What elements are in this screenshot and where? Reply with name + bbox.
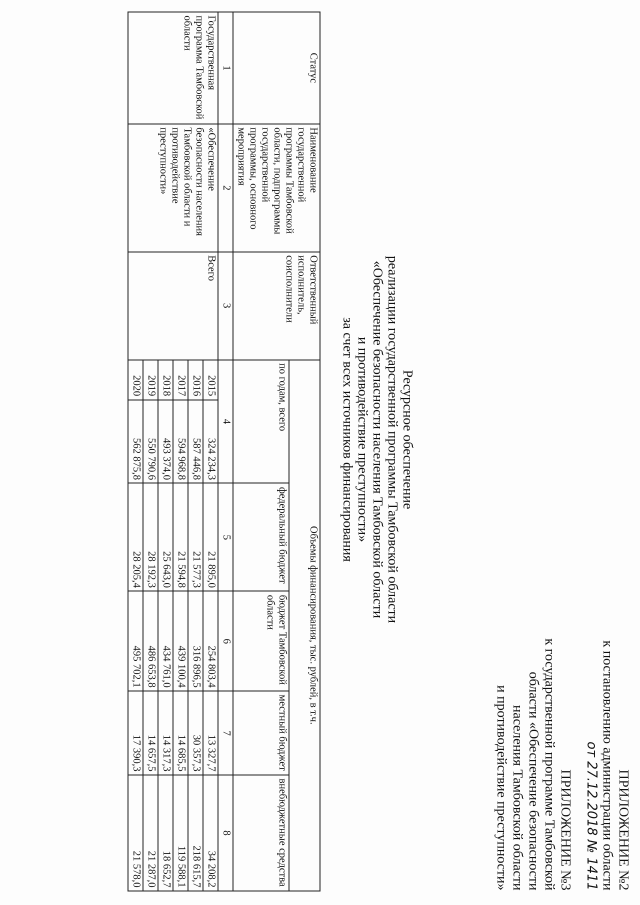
title-line: Ресурсное обеспечение — [399, 369, 415, 510]
offbudget-cell: 21 287,0 — [143, 775, 158, 891]
appendix-2-line: к постановлению администрации области — [599, 640, 615, 891]
total-cell: 587 446,8 — [188, 400, 203, 484]
header-regional: бюджет Тамбовской области — [233, 591, 289, 691]
index-cell: 8 — [218, 775, 233, 891]
row-status: Государственная программа Тамбовской области — [128, 12, 218, 124]
year-cell: 2019 — [143, 360, 158, 400]
index-cell: 3 — [218, 252, 233, 360]
local-cell: 13 327,7 — [203, 691, 218, 775]
federal-cell: 25 643,0 — [158, 483, 173, 591]
title-line: «Обеспечение безопасности населения Тамбовской области — [369, 260, 385, 619]
table-row — [203, 12, 218, 891]
index-cell: 2 — [218, 124, 233, 252]
title-line: за счет всех источников финансирования — [339, 317, 355, 562]
header-federal: федеральный бюджет — [233, 483, 289, 591]
rotated-sheet — [1, 0, 640, 905]
local-cell: 30 357,3 — [188, 691, 203, 775]
offbudget-cell: 21 578,0 — [128, 775, 143, 891]
regional-cell: 434 761,0 — [158, 591, 173, 691]
total-cell: 324 234,3 — [203, 400, 218, 484]
local-cell: 17 390,3 — [128, 691, 143, 775]
funding-table — [128, 12, 321, 892]
year-cell: 2018 — [158, 360, 173, 400]
appendix-3-line: к государственной программе Тамбовской — [541, 638, 557, 891]
row-executor: Всего — [128, 252, 218, 360]
regional-cell: 495 702,1 — [128, 591, 143, 691]
federal-cell: 28 205,4 — [128, 483, 143, 591]
appendix-3-line: области «Обеспечение безопасности — [525, 671, 541, 891]
regional-cell: 439 100,4 — [173, 591, 188, 691]
year-cell: 2015 — [203, 360, 218, 400]
header-row — [289, 12, 320, 891]
header-offbudget: внебюджетные средства — [233, 775, 289, 891]
header-local: местный бюджет — [233, 691, 289, 775]
total-cell: 562 875,8 — [128, 400, 143, 484]
row-name: «Обеспечение безопасности населения Тамбовской области и противодействие преступности» — [128, 124, 218, 252]
index-cell: 6 — [218, 591, 233, 691]
offbudget-cell: 119 588,1 — [173, 775, 188, 891]
header-executor: Ответственный исполнитель, соисполнители — [233, 252, 320, 360]
regional-cell: 254 803,4 — [203, 591, 218, 691]
offbudget-cell: 18 652,7 — [158, 775, 173, 891]
handwritten-date-number: от 27.12.2018 № 1411 — [583, 741, 599, 891]
title-line: и противодействие преступности» — [354, 336, 370, 543]
federal-cell: 28 192,3 — [143, 483, 158, 591]
header-volumes: Объемы финансирования, тыс. рублей, в т.ч. — [289, 360, 320, 891]
total-cell: 594 968,8 — [173, 400, 188, 484]
appendix-3-line: населения Тамбовской области — [509, 705, 525, 891]
appendix-2-title: ПРИЛОЖЕНИЕ №2 — [615, 769, 631, 891]
appendix-3-block — [493, 471, 573, 891]
index-row — [218, 12, 233, 891]
index-cell: 7 — [218, 691, 233, 775]
offbudget-cell: 34 208,2 — [203, 775, 218, 891]
offbudget-cell: 218 615,7 — [188, 775, 203, 891]
year-cell: 2020 — [128, 360, 143, 400]
year-cell: 2017 — [173, 360, 188, 400]
index-cell: 5 — [218, 483, 233, 591]
index-cell: 1 — [218, 12, 233, 124]
appendix-2-block — [583, 471, 631, 891]
federal-cell: 21 895,0 — [203, 483, 218, 591]
local-cell: 14 317,3 — [158, 691, 173, 775]
index-cell: 4 — [218, 360, 233, 484]
total-cell: 550 790,6 — [143, 400, 158, 484]
document-title — [340, 180, 415, 700]
header-status: Статус — [233, 12, 320, 124]
appendix-3-title: ПРИЛОЖЕНИЕ №3 — [557, 769, 573, 891]
federal-cell: 21 594,8 — [173, 483, 188, 591]
appendix-3-line: и противодействие преступности» — [493, 685, 509, 891]
total-cell: 493 374,0 — [158, 400, 173, 484]
regional-cell: 486 653,8 — [143, 591, 158, 691]
local-cell: 14 657,5 — [143, 691, 158, 775]
header-by-years: по годам, всего — [233, 360, 289, 484]
title-line: реализации государственной программы Тамбовской области — [384, 255, 400, 624]
federal-cell: 21 577,3 — [188, 483, 203, 591]
regional-cell: 316 896,5 — [188, 591, 203, 691]
local-cell: 14 685,5 — [173, 691, 188, 775]
header-name: Наименование государственной программы Тамбовской области, подпрограммы государственной программы, основного мероприятия — [233, 124, 320, 252]
year-cell: 2016 — [188, 360, 203, 400]
